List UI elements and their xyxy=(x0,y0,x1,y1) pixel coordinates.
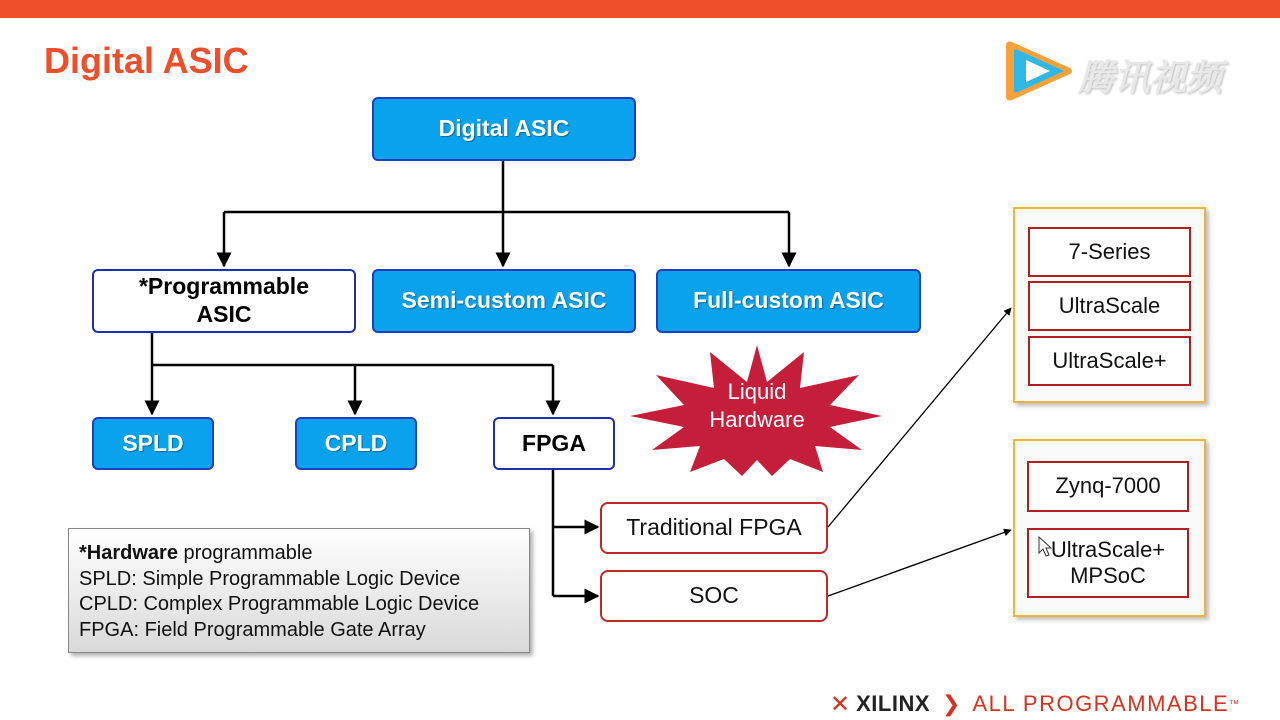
fpga-node: FPGA xyxy=(493,417,615,470)
liquid-hardware-label: Liquid Hardware xyxy=(709,379,805,432)
full-custom-asic-node: Full-custom ASIC xyxy=(656,269,921,333)
legend-box xyxy=(68,528,530,653)
family-ultrascale-plus-mpsoc: UltraScale+ MPSoC xyxy=(1027,528,1189,598)
legend-line-spld: SPLD: Simple Programmable Logic Device xyxy=(79,567,461,590)
traditional-fpga-node: Traditional FPGA xyxy=(600,502,828,554)
legend-line-hardware: *Hardware programmable xyxy=(79,542,313,564)
family-zynq-7000: Zynq-7000 xyxy=(1027,461,1189,512)
cpld-node: CPLD xyxy=(295,417,417,470)
footer-tagline: ALL PROGRAMMABLE xyxy=(972,691,1230,716)
slide-title: Digital ASIC xyxy=(44,40,249,81)
family-ultrascale-plus: UltraScale+ xyxy=(1028,336,1191,386)
chevron-right-icon: ❯ xyxy=(942,691,961,716)
legend-line-fpga: FPGA: Field Programmable Gate Array xyxy=(79,618,426,641)
trademark-mark: ™ xyxy=(1229,698,1240,710)
mouse-pointer-icon xyxy=(1038,536,1052,558)
semi-custom-asic-node: Semi-custom ASIC xyxy=(372,269,636,333)
family-ultrascale: UltraScale xyxy=(1028,281,1191,331)
digital-asic-node: Digital ASIC xyxy=(372,97,636,161)
footer-branding xyxy=(830,690,1239,718)
soc-node: SOC xyxy=(600,570,828,622)
xilinx-logo-icon: ✕ xyxy=(830,690,851,718)
legend-line-cpld: CPLD: Complex Programmable Logic Device xyxy=(79,593,480,615)
spld-node: SPLD xyxy=(92,417,214,470)
programmable-asic-node: *Programmable ASIC xyxy=(92,269,356,333)
watermark-text: 腾讯视频 xyxy=(1078,57,1223,98)
footer-brand: XILINX xyxy=(856,691,931,716)
family-7-series: 7-Series xyxy=(1028,227,1191,277)
